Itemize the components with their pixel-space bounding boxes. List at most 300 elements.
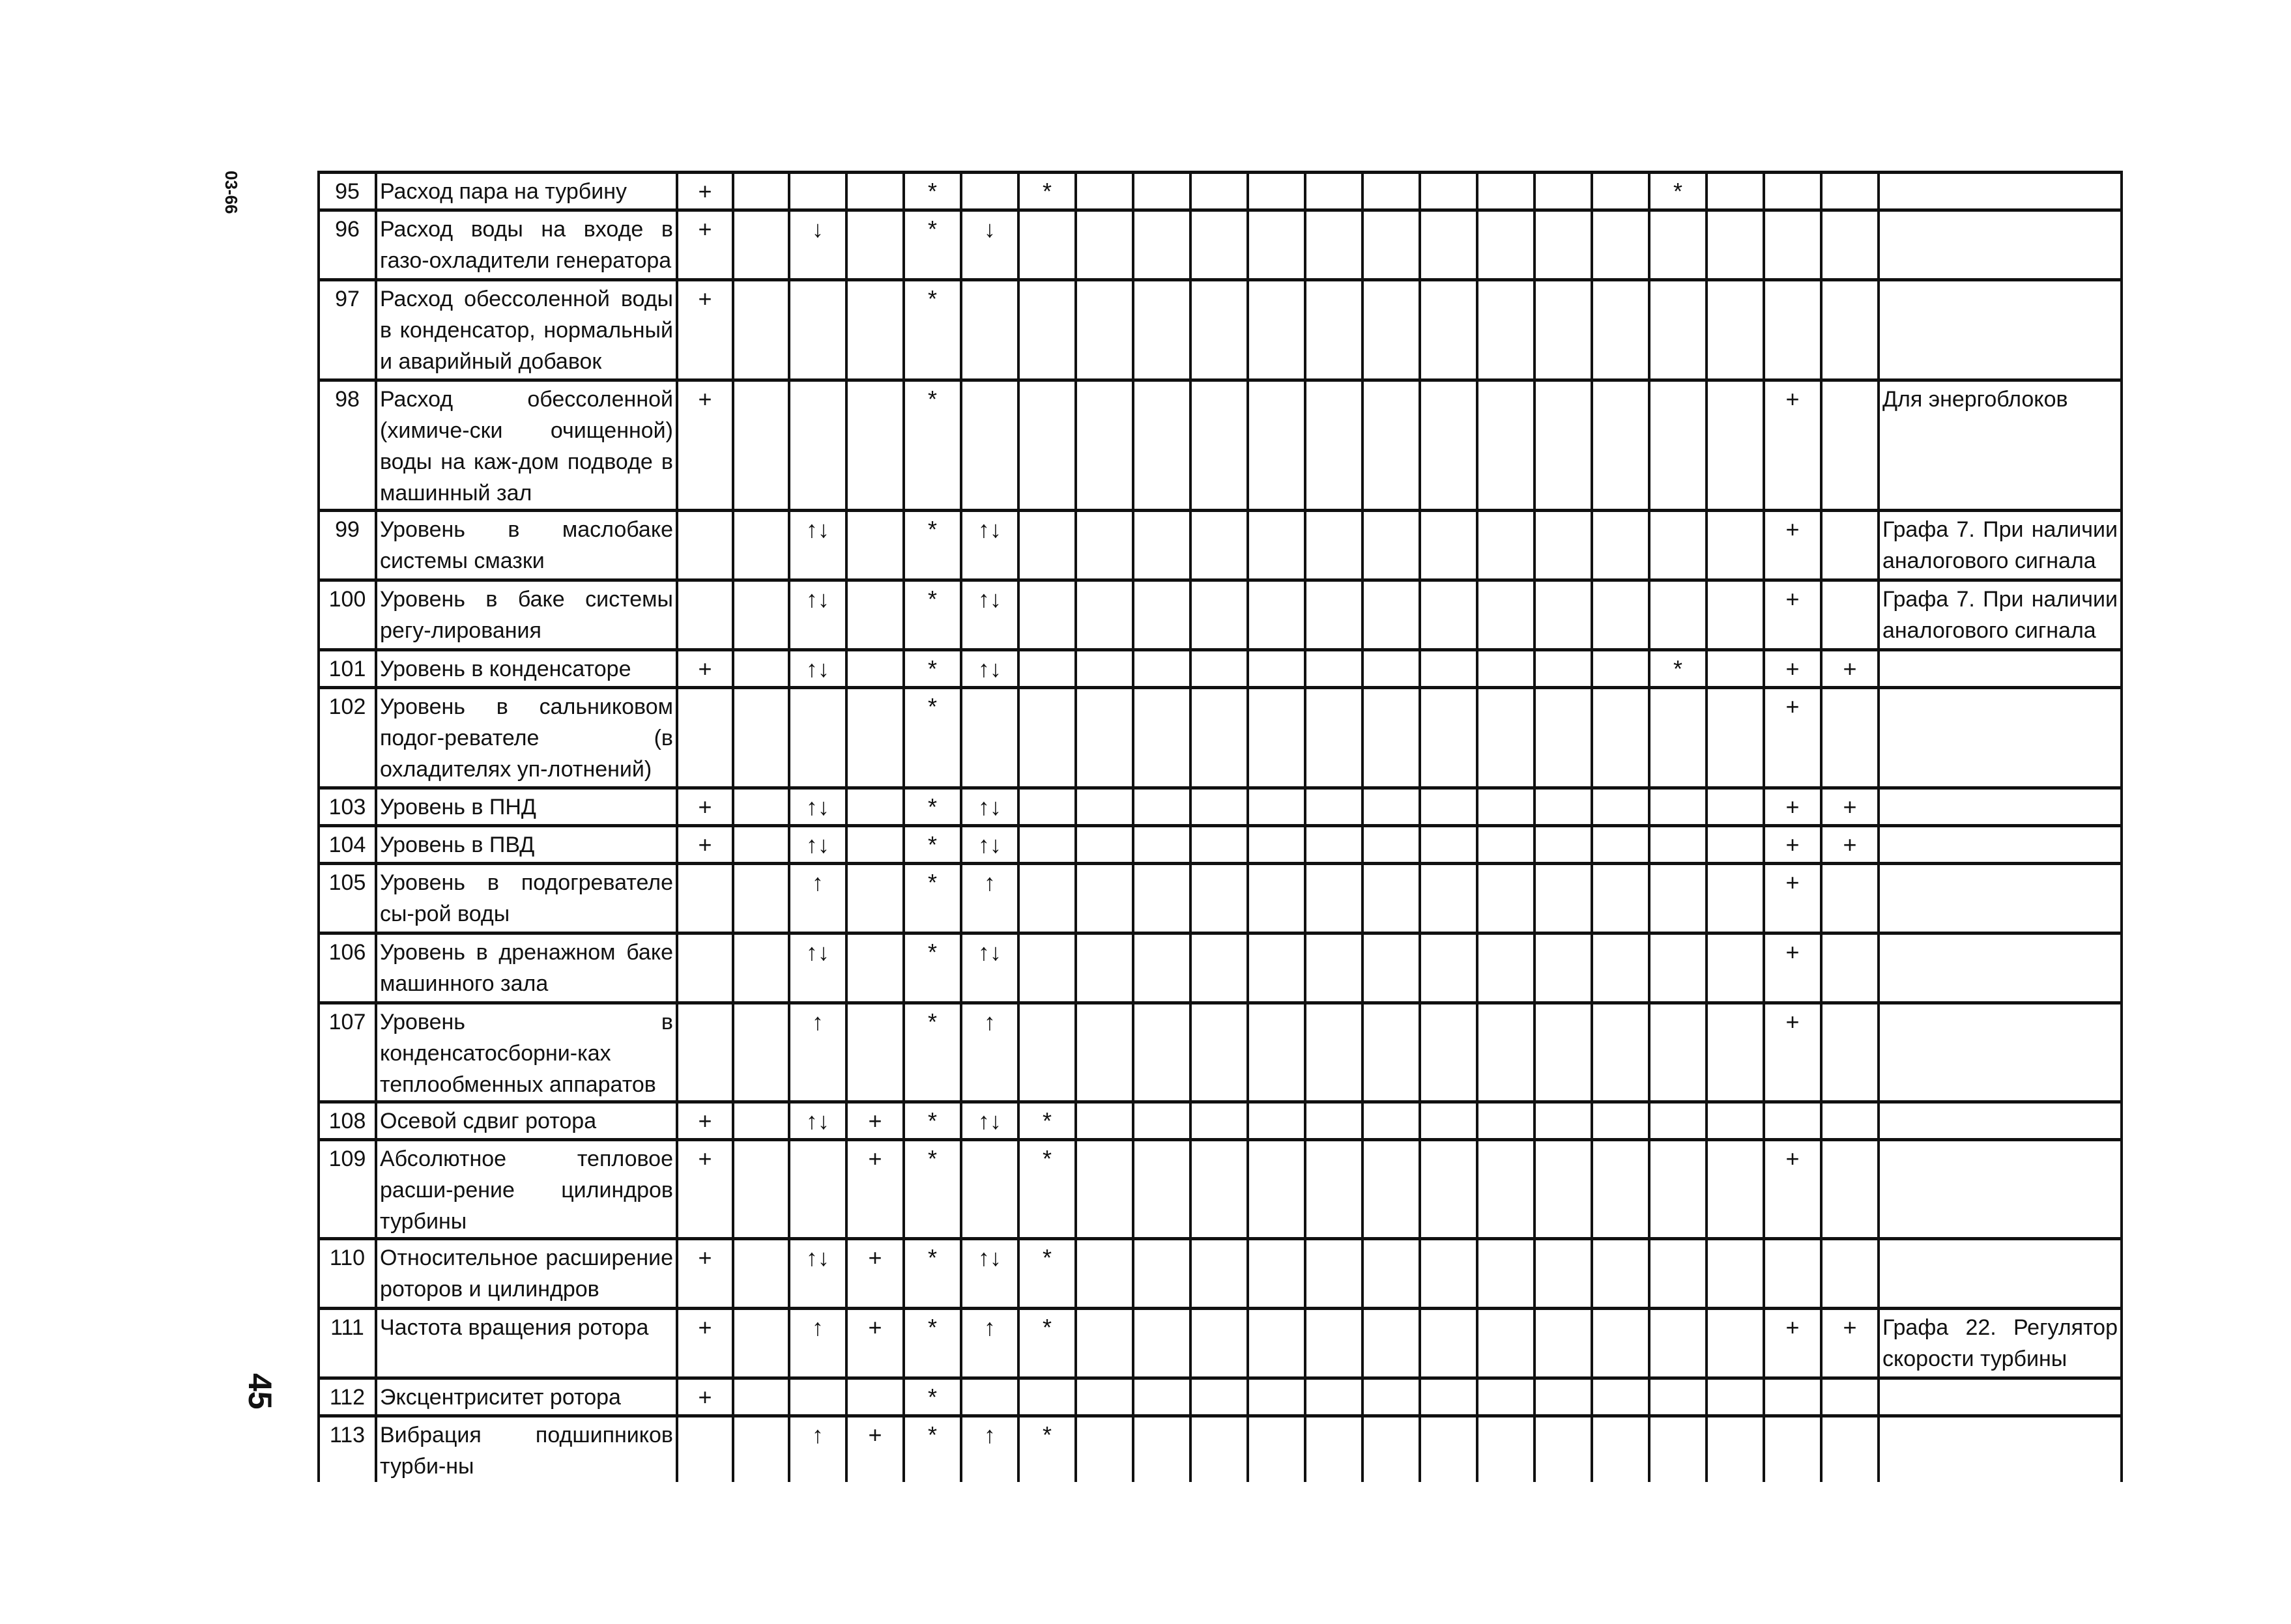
mark-cell — [1764, 1102, 1821, 1140]
mark-cell — [1592, 1239, 1649, 1309]
mark-cell — [733, 1239, 789, 1309]
parameter-name: Расход обессоленной воды в конденсатор, нормальный и аварийный добавок — [376, 280, 677, 380]
row-number: 109 — [319, 1140, 376, 1239]
mark-cell — [1649, 580, 1707, 650]
mark-cell — [846, 688, 904, 788]
mark-cell — [1133, 688, 1190, 788]
mark-cell — [1764, 1378, 1821, 1416]
table-row — [319, 1003, 2122, 1102]
mark-cell: ↑↓ — [789, 511, 846, 580]
mark-cell: + — [1821, 650, 1879, 688]
mark-cell — [1592, 173, 1649, 210]
row-number: 111 — [319, 1309, 376, 1378]
mark-cell — [1477, 826, 1535, 864]
mark-cell — [677, 933, 733, 1003]
mark-cell — [1018, 788, 1076, 826]
mark-cell — [733, 210, 789, 280]
mark-cell — [1707, 650, 1764, 688]
mark-cell — [1535, 688, 1592, 788]
mark-cell — [1248, 210, 1305, 280]
mark-cell: ↑↓ — [789, 788, 846, 826]
mark-cell — [1018, 580, 1076, 650]
parameter-name: Уровень в подогревателе сы-рой воды — [376, 864, 677, 933]
mark-cell — [1248, 826, 1305, 864]
mark-cell — [1362, 210, 1420, 280]
mark-cell — [1362, 380, 1420, 511]
parameter-name: Вибрация подшипников турби-ны — [376, 1416, 677, 1483]
mark-cell: ↑↓ — [961, 1102, 1018, 1140]
mark-cell — [1248, 1102, 1305, 1140]
page-number: 45 — [242, 1373, 278, 1410]
mark-cell — [1248, 1003, 1305, 1102]
mark-cell — [1649, 1309, 1707, 1378]
mark-cell — [1018, 210, 1076, 280]
mark-cell — [1076, 826, 1133, 864]
mark-cell — [846, 173, 904, 210]
note-cell — [1879, 688, 2122, 788]
mark-cell: + — [677, 210, 733, 280]
mark-cell — [1133, 1378, 1190, 1416]
note-cell: Графа 22. Регулятор скорости турбины — [1879, 1309, 2122, 1378]
mark-cell — [1362, 788, 1420, 826]
note-cell — [1879, 1003, 2122, 1102]
mark-cell — [1592, 1102, 1649, 1140]
mark-cell — [1535, 1416, 1592, 1483]
mark-cell — [1076, 173, 1133, 210]
mark-cell — [1190, 580, 1248, 650]
mark-cell — [1076, 1239, 1133, 1309]
mark-cell: ↑ — [789, 864, 846, 933]
mark-cell — [846, 210, 904, 280]
mark-cell — [1420, 650, 1477, 688]
row-number: 107 — [319, 1003, 376, 1102]
mark-cell — [1764, 1416, 1821, 1483]
mark-cell — [1592, 788, 1649, 826]
mark-cell: ↑ — [789, 1309, 846, 1378]
mark-cell — [1190, 280, 1248, 380]
mark-cell — [1362, 1102, 1420, 1140]
mark-cell: + — [1764, 650, 1821, 688]
mark-cell — [1076, 1003, 1133, 1102]
mark-cell: + — [1764, 511, 1821, 580]
mark-cell — [1018, 688, 1076, 788]
mark-cell — [1076, 1378, 1133, 1416]
mark-cell — [1248, 864, 1305, 933]
mark-cell: * — [904, 1003, 961, 1102]
parameter-name: Абсолютное тепловое расши-рение цилиндров турбины — [376, 1140, 677, 1239]
mark-cell: + — [677, 173, 733, 210]
mark-cell — [1420, 933, 1477, 1003]
mark-cell: + — [1764, 1140, 1821, 1239]
mark-cell — [1305, 1239, 1362, 1309]
mark-cell: * — [904, 864, 961, 933]
mark-cell — [1535, 210, 1592, 280]
mark-cell: * — [904, 1102, 961, 1140]
mark-cell: * — [904, 210, 961, 280]
mark-cell — [846, 650, 904, 688]
mark-cell — [1477, 1378, 1535, 1416]
row-number: 108 — [319, 1102, 376, 1140]
mark-cell: * — [904, 1416, 961, 1483]
parameter-name: Уровень в сальниковом подог-ревателе (в охладителях уп-лотнений) — [376, 688, 677, 788]
mark-cell — [1592, 688, 1649, 788]
mark-cell — [1305, 1416, 1362, 1483]
mark-cell — [1190, 1239, 1248, 1309]
mark-cell — [1821, 1102, 1879, 1140]
mark-cell — [1133, 280, 1190, 380]
mark-cell — [1821, 1003, 1879, 1102]
mark-cell — [1649, 1102, 1707, 1140]
mark-cell — [733, 1309, 789, 1378]
mark-cell — [1248, 173, 1305, 210]
mark-cell — [1420, 1309, 1477, 1378]
mark-cell: ↑ — [961, 1309, 1018, 1378]
mark-cell — [1133, 1239, 1190, 1309]
row-number: 95 — [319, 173, 376, 210]
mark-cell — [733, 1140, 789, 1239]
mark-cell — [846, 1003, 904, 1102]
table-row — [319, 1140, 2122, 1239]
mark-cell — [1305, 650, 1362, 688]
row-number: 99 — [319, 511, 376, 580]
mark-cell: ↑↓ — [789, 650, 846, 688]
mark-cell — [1649, 864, 1707, 933]
table-row — [319, 688, 2122, 788]
mark-cell — [1133, 380, 1190, 511]
row-number: 104 — [319, 826, 376, 864]
mark-cell: + — [677, 1102, 733, 1140]
mark-cell — [1477, 1416, 1535, 1483]
mark-cell — [1592, 933, 1649, 1003]
note-cell: Графа 7. При наличии аналогового сигнала — [1879, 580, 2122, 650]
mark-cell: * — [904, 380, 961, 511]
mark-cell — [733, 1378, 789, 1416]
mark-cell — [677, 688, 733, 788]
mark-cell: * — [904, 826, 961, 864]
mark-cell: * — [1018, 1239, 1076, 1309]
mark-cell — [677, 1416, 733, 1483]
mark-cell — [1764, 173, 1821, 210]
mark-cell — [1190, 1416, 1248, 1483]
mark-cell — [1649, 826, 1707, 864]
mark-cell — [1707, 173, 1764, 210]
mark-cell — [1248, 1416, 1305, 1483]
mark-cell: * — [904, 511, 961, 580]
mark-cell — [1362, 1239, 1420, 1309]
mark-cell: + — [677, 1378, 733, 1416]
mark-cell — [1535, 173, 1592, 210]
mark-cell: + — [677, 280, 733, 380]
mark-cell — [1305, 688, 1362, 788]
mark-cell — [1764, 1239, 1821, 1309]
mark-cell: + — [1764, 1003, 1821, 1102]
mark-cell — [1535, 511, 1592, 580]
mark-cell — [1248, 650, 1305, 688]
mark-cell — [1649, 1003, 1707, 1102]
note-cell — [1879, 280, 2122, 380]
parameter-name: Частота вращения ротора — [376, 1309, 677, 1378]
mark-cell: + — [1764, 1309, 1821, 1378]
mark-cell — [1076, 933, 1133, 1003]
mark-cell — [1018, 933, 1076, 1003]
mark-cell — [1420, 210, 1477, 280]
mark-cell: + — [846, 1239, 904, 1309]
table-row — [319, 864, 2122, 933]
mark-cell — [1248, 511, 1305, 580]
mark-cell — [1649, 210, 1707, 280]
mark-cell — [1076, 511, 1133, 580]
mark-cell — [1649, 688, 1707, 788]
note-cell — [1879, 210, 2122, 280]
mark-cell — [1707, 280, 1764, 380]
mark-cell: + — [1821, 1309, 1879, 1378]
parameter-name: Расход пара на турбину — [376, 173, 677, 210]
mark-cell — [1821, 933, 1879, 1003]
mark-cell — [961, 173, 1018, 210]
mark-cell — [1535, 1378, 1592, 1416]
mark-cell: + — [677, 788, 733, 826]
mark-cell — [1305, 511, 1362, 580]
mark-cell — [1535, 1003, 1592, 1102]
mark-cell — [1190, 788, 1248, 826]
mark-cell — [1592, 511, 1649, 580]
mark-cell — [677, 864, 733, 933]
note-cell — [1879, 650, 2122, 688]
mark-cell — [1248, 933, 1305, 1003]
parameter-name: Расход воды на входе в газо-охладители генератора — [376, 210, 677, 280]
mark-cell — [733, 1102, 789, 1140]
mark-cell — [1248, 788, 1305, 826]
row-number: 100 — [319, 580, 376, 650]
mark-cell — [1305, 210, 1362, 280]
mark-cell: * — [1649, 650, 1707, 688]
mark-cell — [1362, 1309, 1420, 1378]
mark-cell — [1362, 933, 1420, 1003]
parameter-name: Расход обессоленной (химиче-ски очищенной) воды на каж-дом подводе в машинный зал — [376, 380, 677, 511]
table-row — [319, 380, 2122, 511]
mark-cell — [1477, 511, 1535, 580]
mark-cell — [1248, 688, 1305, 788]
document-code: 03-66 — [222, 171, 241, 214]
mark-cell — [1248, 380, 1305, 511]
table-row — [319, 788, 2122, 826]
mark-cell — [1076, 580, 1133, 650]
mark-cell — [846, 380, 904, 511]
row-number: 106 — [319, 933, 376, 1003]
mark-cell — [1707, 380, 1764, 511]
mark-cell: * — [1018, 1416, 1076, 1483]
parameter-name: Уровень в дренажном баке машинного зала — [376, 933, 677, 1003]
mark-cell: ↑↓ — [789, 1239, 846, 1309]
mark-cell — [1649, 1378, 1707, 1416]
mark-cell: * — [904, 1309, 961, 1378]
parameter-name: Уровень в маслобаке системы смазки — [376, 511, 677, 580]
mark-cell: + — [1764, 380, 1821, 511]
mark-cell — [1018, 650, 1076, 688]
mark-cell: * — [904, 650, 961, 688]
parameter-name: Уровень в конденсаторе — [376, 650, 677, 688]
mark-cell — [846, 788, 904, 826]
mark-cell — [1133, 826, 1190, 864]
note-cell — [1879, 788, 2122, 826]
mark-cell — [1420, 688, 1477, 788]
mark-cell: ↑↓ — [961, 511, 1018, 580]
parameters-table — [317, 171, 2123, 1482]
mark-cell — [1592, 280, 1649, 380]
mark-cell — [1305, 1102, 1362, 1140]
mark-cell — [1649, 511, 1707, 580]
mark-cell — [733, 380, 789, 511]
mark-cell — [1362, 511, 1420, 580]
mark-cell — [1707, 688, 1764, 788]
mark-cell — [1821, 864, 1879, 933]
mark-cell — [1190, 688, 1248, 788]
mark-cell — [1420, 380, 1477, 511]
mark-cell — [846, 511, 904, 580]
mark-cell — [1133, 864, 1190, 933]
mark-cell — [1821, 1416, 1879, 1483]
mark-cell: + — [677, 826, 733, 864]
mark-cell — [1764, 280, 1821, 380]
mark-cell — [1305, 1378, 1362, 1416]
table-row — [319, 1102, 2122, 1140]
mark-cell — [1535, 826, 1592, 864]
mark-cell — [1592, 826, 1649, 864]
mark-cell — [1362, 280, 1420, 380]
row-number: 101 — [319, 650, 376, 688]
mark-cell — [1362, 688, 1420, 788]
mark-cell: ↑↓ — [961, 650, 1018, 688]
mark-cell — [1477, 1309, 1535, 1378]
note-cell — [1879, 1239, 2122, 1309]
mark-cell — [1190, 1140, 1248, 1239]
mark-cell — [1420, 1003, 1477, 1102]
mark-cell — [1076, 650, 1133, 688]
mark-cell — [1420, 173, 1477, 210]
parameter-name: Уровень в ПНД — [376, 788, 677, 826]
note-cell — [1879, 864, 2122, 933]
table-row — [319, 280, 2122, 380]
mark-cell — [1821, 380, 1879, 511]
mark-cell — [1592, 1378, 1649, 1416]
mark-cell — [1420, 788, 1477, 826]
mark-cell: ↑↓ — [961, 933, 1018, 1003]
mark-cell — [1305, 933, 1362, 1003]
mark-cell — [1190, 1309, 1248, 1378]
mark-cell: + — [846, 1140, 904, 1239]
mark-cell — [1535, 1239, 1592, 1309]
mark-cell — [1420, 826, 1477, 864]
table-row — [319, 173, 2122, 210]
mark-cell — [1133, 1416, 1190, 1483]
mark-cell — [1248, 1378, 1305, 1416]
mark-cell — [961, 1378, 1018, 1416]
mark-cell — [1477, 688, 1535, 788]
mark-cell: + — [677, 650, 733, 688]
mark-cell — [1133, 511, 1190, 580]
mark-cell — [1649, 933, 1707, 1003]
mark-cell: * — [1018, 173, 1076, 210]
table-row — [319, 1309, 2122, 1378]
mark-cell: ↓ — [789, 210, 846, 280]
mark-cell: + — [1821, 788, 1879, 826]
mark-cell — [1821, 1239, 1879, 1309]
mark-cell: * — [904, 1239, 961, 1309]
mark-cell — [1477, 380, 1535, 511]
mark-cell — [1305, 1309, 1362, 1378]
mark-cell: + — [1764, 864, 1821, 933]
mark-cell — [1649, 280, 1707, 380]
note-cell — [1879, 1378, 2122, 1416]
mark-cell — [1592, 1309, 1649, 1378]
mark-cell — [1190, 1003, 1248, 1102]
mark-cell — [1420, 1102, 1477, 1140]
mark-cell: * — [904, 173, 961, 210]
mark-cell: + — [846, 1416, 904, 1483]
mark-cell — [1248, 580, 1305, 650]
mark-cell — [1362, 650, 1420, 688]
note-cell — [1879, 1102, 2122, 1140]
mark-cell — [1821, 1140, 1879, 1239]
table-row — [319, 1416, 2122, 1483]
mark-cell — [1477, 1239, 1535, 1309]
mark-cell: + — [846, 1102, 904, 1140]
mark-cell — [846, 826, 904, 864]
mark-cell — [1707, 788, 1764, 826]
mark-cell — [1133, 933, 1190, 1003]
mark-cell — [1420, 280, 1477, 380]
mark-cell — [1190, 210, 1248, 280]
mark-cell — [733, 933, 789, 1003]
mark-cell — [1362, 1003, 1420, 1102]
mark-cell — [1190, 864, 1248, 933]
mark-cell: + — [677, 380, 733, 511]
mark-cell — [1076, 1102, 1133, 1140]
mark-cell — [789, 280, 846, 380]
mark-cell — [1248, 280, 1305, 380]
mark-cell — [1076, 788, 1133, 826]
mark-cell: * — [1018, 1140, 1076, 1239]
mark-cell — [1535, 864, 1592, 933]
mark-cell — [1018, 511, 1076, 580]
mark-cell: ↑↓ — [961, 788, 1018, 826]
mark-cell — [733, 511, 789, 580]
mark-cell — [1420, 511, 1477, 580]
mark-cell — [1649, 1140, 1707, 1239]
mark-cell — [1821, 580, 1879, 650]
mark-cell — [1535, 933, 1592, 1003]
mark-cell: + — [1764, 688, 1821, 788]
mark-cell — [1018, 864, 1076, 933]
note-cell — [1879, 1140, 2122, 1239]
mark-cell — [1535, 1102, 1592, 1140]
mark-cell — [1707, 1239, 1764, 1309]
table-row — [319, 933, 2122, 1003]
mark-cell — [1305, 788, 1362, 826]
mark-cell — [1649, 1239, 1707, 1309]
mark-cell: ↑↓ — [961, 1239, 1018, 1309]
mark-cell — [1248, 1140, 1305, 1239]
mark-cell — [1821, 280, 1879, 380]
mark-cell: + — [677, 1309, 733, 1378]
mark-cell — [1707, 511, 1764, 580]
mark-cell — [1076, 1416, 1133, 1483]
mark-cell — [1076, 1309, 1133, 1378]
mark-cell: ↑↓ — [961, 580, 1018, 650]
mark-cell — [1305, 1140, 1362, 1239]
mark-cell: * — [904, 1378, 961, 1416]
mark-cell — [733, 1416, 789, 1483]
